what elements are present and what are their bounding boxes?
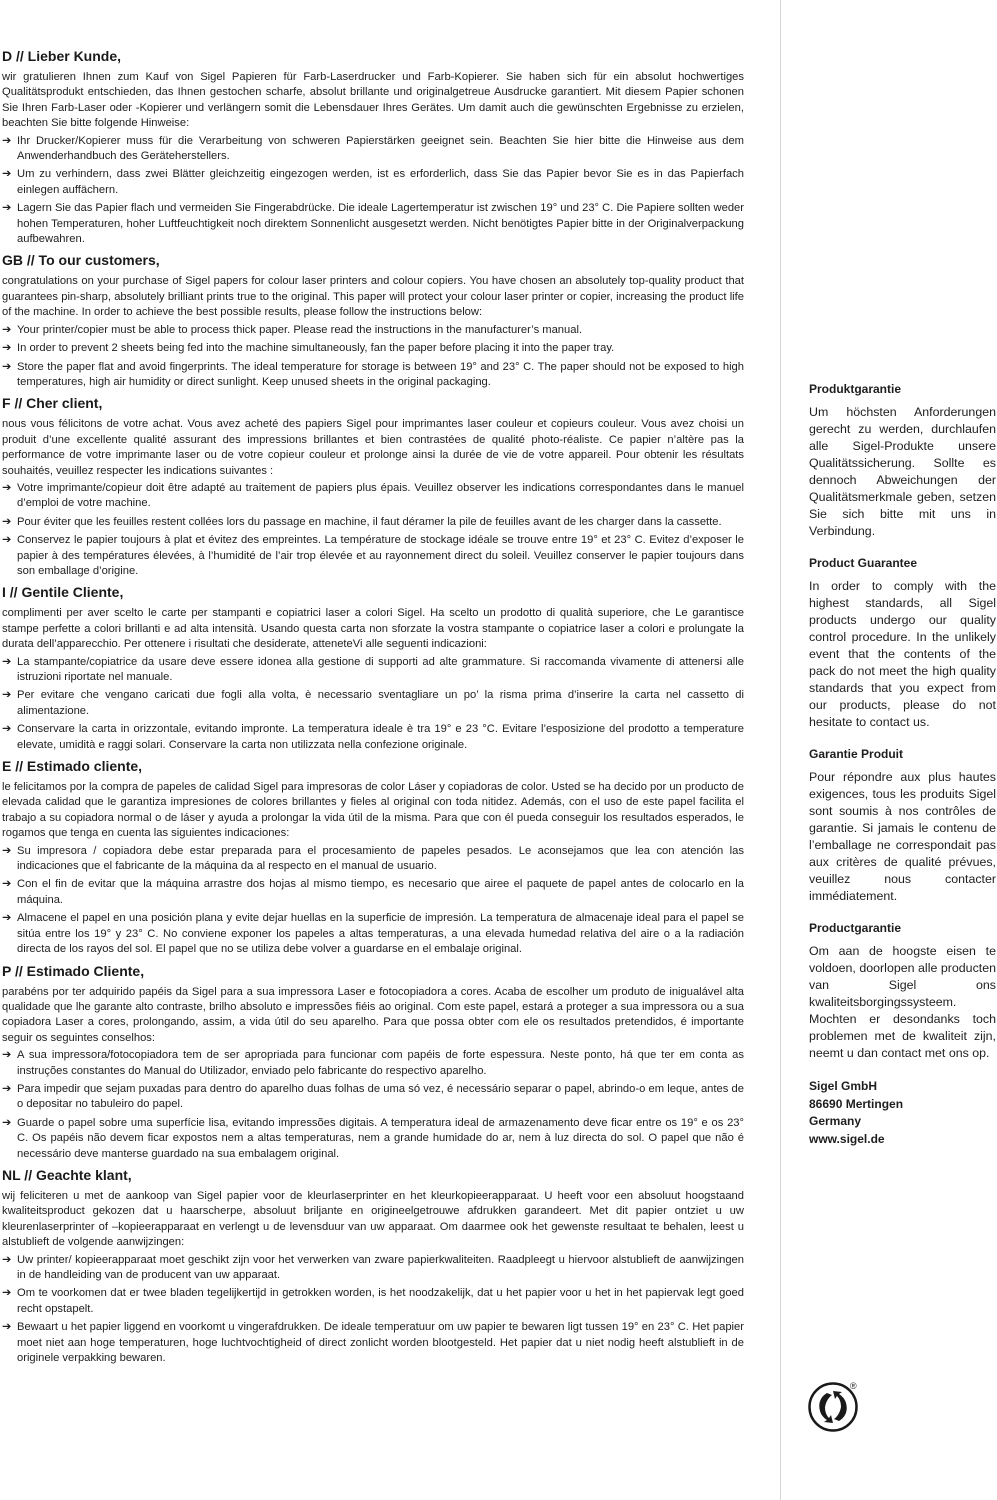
section-intro: le felicitamos por la compra de papeles de calidad Sigel para impresoras de color Láser y copiadoras de color. Usted se ha decido por un producto de elevada calidad que le garantiza impresiones de colores brillantes y fieles al original con toda nitidez. Además, con el uso de este papel facilita el trabajo a su copiadora normal o de láser y ayuda a prolongar la vida útil de la misma. Para que con él pueda conseguir los resultados esperados, le rogamos que tenga en cuenta las siguientes indicaciones: [2,781,744,840]
list-item: ➔ A sua impressora/fotocopiadora tem de ser apropriada para funcionar com papéis de forte espessura. Neste ponto, há que ter em conta as instruções constantes do Manual do Utilizador, enviado pelo fabricante do respectivo aparelho. [2,1049,744,1077]
list-item: ➔ Pour éviter que les feuilles restent collées lors du passage en machine, il faut déramer la pile de feuilles avant de les charger dans la cassette. [2,515,744,530]
guarantee-text: Um höchsten Anforderungen gerecht zu werden, durchlaufen alle Sigel-Produkte unsere Qualitätssicherung. Sollte es dennoch Abweichungen der Qualitätsmerkmale geben, setzen Sie sich bitte mit uns in Verbindung. [809,405,996,538]
guarantee-column [809,382,996,1148]
section-nl [2,1167,744,1366]
list-item: ➔ Ihr Drucker/Kopierer muss für die Verarbeitung von schweren Papierstärken geeignet sein. Beachten Sie hier bitte die Hinweise aus dem Anwenderhandbuch des Geräteherstellers. [2,134,744,163]
section-heading: NL // Geachte klant, [2,1166,132,1183]
arrow-icon: ➔ [2,1321,12,1334]
list-item: ➔ Votre imprimante/copieur doit être adapté au traitement de papiers plus épais. Veuillez observer les indications correspondantes dans le manuel d’emploi de votre machine. [2,481,744,510]
section-intro: wij feliciteren u met de aankoop van Sigel papier voor de kleurlaserprinter en het kleurkopieerapparaat. U heeft voor een absoluut hoogstaand kwaliteitsproduct gekozen dat u haarscherpe, absoluut briljante en origineelgetrouwe afdrukken garandeert. Met dit papier ontziet u uw kleurenlaserprinter of –kopieerapparaat en verlengt u de levensduur van uw apparaat. Om daarmee ook het gewenste resultaat te behalen, leest u alstublieft de volgende aanwijzingen: [2,1189,744,1249]
company-name: Sigel GmbH [809,1079,878,1093]
list-item: ➔ Conservez le papier toujours à plat et évitez des empreintes. La température de stockage idéale se trouve entre 19° et 23° C. Evitez d’exposer le papier à des températures élevées, à l’humidité de l’air trop élevée et au rayonnement direct du soleil. Veuillez conserver le papier toujours dans son emballage d’origine. [2,534,744,577]
list-item: ➔ Su impresora / copiadora debe estar preparada para el procesamiento de papeles pesados. Le aconsejamos que lea con atención las indicaciones que el fabricante de la máquina da al respecto en el manual de usuario. [2,844,744,873]
list-item: ➔ La stampante/copiatrice da usare deve essere idonea alla gestione di supporti ad alte grammature. Si raccomanda vivamente di attenersi alle istruzioni riportate nel manuale. [2,655,744,683]
list-item: ➔ Guarde o papel sobre uma superfície lisa, evitando impressões digitais. A temperatura ideal de armazenamento deve ficar entre os 19° e os 23° C. Os papéis não devem ficar expostos nem a altas temperaturas, nem a grande humidade do ar, nem à luz directa do sol. O papel que não é necessário deve manterse guardado na sua embalagem original. [2,1116,744,1160]
arrow-icon: ➔ [2,1253,12,1266]
arrow-icon: ➔ [2,134,12,147]
section-gb [2,252,744,390]
section-heading: F // Cher client, [2,395,103,412]
list-item: ➔ Lagern Sie das Papier flach und vermeiden Sie Fingerabdrücke. Die ideale Lagertemperatur ist zwischen 19° und 23° C. Die Papiere sollten weder hohen Temperaturen, hoher Luftfeuchtigkeit noch direktem Sonnenlicht ausgesetzt werden. Nicht benötigtes Papier bitte in der Originalverpackung aufbewahren. [2,202,744,246]
guarantee-f [809,747,996,905]
section-intro: parabéns por ter adquirido papéis da Sigel para a sua impressora Laser e fotocopiadora a cores. Acaba de escolher um produto de inigualável alta qualidade que lhe garante alto contraste, brilho absoluto e impressões fiéis ao original. Com este papel, estará a proteger a sua impressora ou a sua copiadora Laser a cores, prolongando, assim, a vida útil do seu aparelho. Para que possa obter com ele os resultados pretendidos, é importante seguir os seguintes conselhos: [2,985,744,1044]
list-item: ➔ Para impedir que sejam puxadas para dentro do aparelho duas folhas de uma só vez, é necessário separar o papel, abrindo-o em leque, antes de o depositar no tabuleiro do papel. [2,1082,744,1111]
bullet-list [2,323,744,391]
column-divider [780,0,781,1500]
list-item: ➔ Con el fin de evitar que la máquina arrastre dos hojas al mismo tiempo, es necesario que airee el paquete de papel antes de colocarlo en la máquina. [2,878,744,906]
section-intro: nous vous félicitons de votre achat. Vous avez acheté des papiers Sigel pour imprimantes laser couleur et copieurs couleur. Vous avez choisi un produit d’une excellente qualité assurant des impressions brillantes et bien contrastées de qualité photo-réaliste. Ce papier n’altère pas la performance de votre imprimante laser ou de votre copieur couleur et prolonge ainsi la durée de vie de votre appareil. Pour obtenir les résultats souhaités, veuillez respecter les indications suivantes : [2,418,744,477]
arrow-icon: ➔ [2,481,12,494]
company-address [809,1078,996,1148]
section-de [2,48,744,247]
list-item: ➔ Store the paper flat and avoid fingerprints. The ideal temperature for storage is between 19° and 23° C. The paper should not be exposed to high temperatures, high air humidity or direct sunlight. Keep unused sheets in the original packaging. [2,360,744,388]
list-item: ➔ Almacene el papel en una posición plana y evite dejar huellas en la superficie de impresión. La temperatura de almacenaje ideal para el papel se sitúa entre los 19° y 23° C. No conviene exponer los papeles a altas temperaturas, a una elevada humedad relativa del aire o a la radiación directa de los rayos del sol. El papel que no se utiliza debe volver a guardarse en el embalaje original. [2,912,744,956]
bullet-list [2,844,744,958]
arrow-icon: ➔ [2,168,12,181]
bullet-list [2,1048,744,1162]
bullet-list [2,655,744,753]
guarantee-title: Garantie Produit [809,747,904,761]
guarantee-text: Pour répondre aux plus hautes exigences, tous les produits Sigel sont soumis à nos contrôles de garantie. Si jamais le contenu de l’emballage ne correspondait pas aux critères de qualité prévues, veuillez nous contacter immédiatement. [809,770,996,903]
instructions-column [2,48,744,1371]
guarantee-de [809,382,996,540]
list-item: ➔ Um zu verhindern, dass zwei Blätter gleichzeitig eingezogen werden, ist es erforderlich, dass Sie das Papier bevor Sie es in das Papierfach einlegen auffächern. [2,168,744,196]
arrow-icon: ➔ [2,515,12,528]
arrow-icon: ➔ [2,1116,12,1129]
section-intro: complimenti per aver scelto le carte per stampanti e copiatrici laser a colori Sigel. Ha scelto un prodotto di qualità superiore, che Le garantisce stampe perfette a colori brillanti e ad alta intensità. Usando questa carta non sforzate la vostra stampante o copiatrice laser a colori e prolungate la durata dell’apparecchio. Per ottenere i risultati che desiderate, atteneteVi alle seguenti indicazioni: [2,607,744,651]
bullet-list [2,481,744,579]
section-f [2,395,744,579]
bullet-list [2,1253,744,1367]
section-heading: I // Gentile Cliente, [2,584,124,601]
arrow-icon: ➔ [2,342,12,355]
guarantee-gb [809,556,996,731]
arrow-icon: ➔ [2,689,12,702]
list-item: ➔ Uw printer/ kopieerapparaat moet geschikt zijn voor het verwerken van zware papierkwaliteiten. Raadpleegt u hiervoor alstublieft de aanwijzingen in de handleiding van de producent van uw apparaat. [2,1253,744,1281]
arrow-icon: ➔ [2,655,12,668]
arrow-icon: ➔ [2,360,12,373]
guarantee-title: Product Guarantee [809,556,918,570]
arrow-icon: ➔ [2,1287,12,1300]
list-item: ➔ Om te voorkomen dat er twee bladen tegelijkertijd in getrokken worden, is het noodzakelijk, dat u het papier voor u het in het papiervak legt goed recht opstapelt. [2,1287,744,1315]
guarantee-text: Om aan de hoogste eisen te voldoen, doorlopen alle producten van Sigel ons kwaliteitsborgingssysteem. Mochten er desondanks toch problemen met de kwaliteit zijn, neemt u dan contact met ons op. [809,944,996,1060]
section-heading: P // Estimado Cliente, [2,962,145,979]
arrow-icon: ➔ [2,912,12,925]
section-heading: E // Estimado cliente, [2,758,143,775]
registered-mark: ® [850,1381,857,1391]
arrow-icon: ➔ [2,534,12,547]
list-item: ➔ Bewaart u het papier liggend en voorkomt u vingerafdrukken. De ideale temperatuur om uw papier te bewaren ligt tussen 19° en 23° C. Het papier moet niet aan hoge temperaturen, hoge luchtvochtigheid of direct zonlicht worden blootgesteld. Het papier dat u niet nodig heeft alstublieft in de originele verpakking bewaren. [2,1321,744,1365]
arrow-icon: ➔ [2,323,12,336]
section-heading: D // Lieber Kunde, [2,48,122,64]
section-e [2,758,744,957]
list-item: ➔ In order to prevent 2 sheets being fed into the machine simultaneously, fan the paper before placing it into the paper tray. [2,341,744,356]
company-country: Germany [809,1114,862,1128]
arrow-icon: ➔ [2,878,12,891]
company-website: www.sigel.de [809,1131,885,1146]
guarantee-text: In order to comply with the highest standards, all Sigel products undergo our quality control procedure. In the unlikely event that the contents of the pack do not meet the high quality standards that you expect from our products, please do not hesitate to contact us. [809,579,996,729]
arrow-icon: ➔ [2,202,12,215]
guarantee-nl [809,921,996,1062]
section-intro: congratulations on your purchase of Sigel papers for colour laser printers and colour copiers. You have chosen an absolutely top-quality product that guarantees pin-sharp, absolutely brilliant prints true to the original. This paper will protect your colour laser printer or copier, increasing the product life of the machine. In order to achieve the best possible results, please follow the instructions below: [2,275,744,319]
list-item: ➔ Conservare la carta in orizzontale, evitando impronte. La temperatura ideale è tra 19° e 23 °C. Evitare l’esposizione del prodotto a temperature elevate, umidità e raggi solari. Conservare la carta non utilizzata nella confezione originale. [2,723,744,751]
section-heading: GB // To our customers, [2,252,160,269]
arrow-icon: ➔ [2,844,12,857]
list-item: ➔ Per evitare che vengano caricati due fogli alla volta, è necessario sventagliare un po’ la risma prima d’inserire la carta nel cassetto di alimentazione. [2,689,744,717]
arrow-icon: ➔ [2,1082,12,1095]
company-city: 86690 Mertingen [809,1096,904,1111]
arrow-icon: ➔ [2,1049,12,1062]
bullet-list [2,134,744,248]
section-intro: wir gratulieren Ihnen zum Kauf von Sigel Papieren für Farb-Laserdrucker und Farb-Kopierer. Sie haben sich für ein absolut hochwertiges Qualitätsprodukt entschieden, das Ihnen gestochen scharfe, absolut brillante und originalgetreue Ausdrucke garantiert. Mit diesem Papier schonen Sie Ihren Farb-Laser oder -Kopierer und verlängern somit die Lebensdauer Ihres Gerätes. Um damit auch die gewünschten Ergebnisse zu erzielen, beachten Sie bitte folgende Hinweise: [2,71,744,130]
section-p [2,963,744,1162]
section-i [2,584,744,753]
guarantee-title: Productgarantie [809,921,902,935]
arrow-icon: ➔ [2,723,12,736]
list-item: ➔ Your printer/copier must be able to process thick paper. Please read the instructions in the manufacturer’s manual. [2,323,744,338]
guarantee-title: Produktgarantie [809,382,902,396]
